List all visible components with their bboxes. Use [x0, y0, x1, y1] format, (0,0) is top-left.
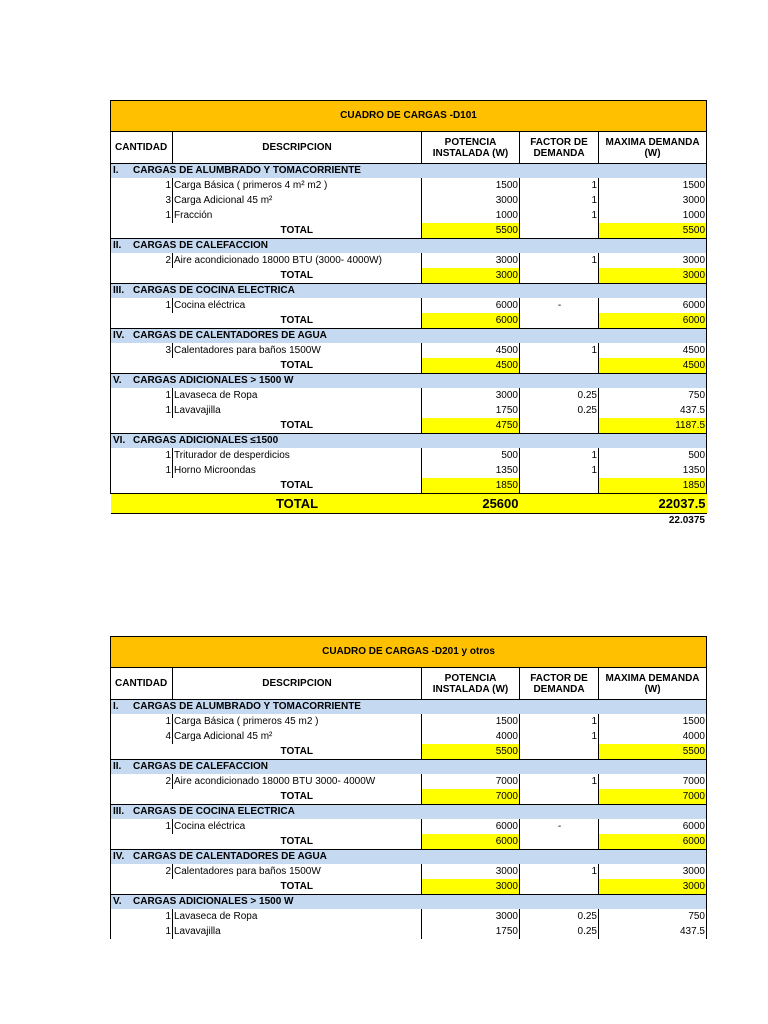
subtotal-potencia: 7000	[422, 789, 520, 805]
cell-maxima: 3000	[599, 193, 707, 208]
cell-potencia: 1350	[422, 463, 520, 478]
cell-cantidad: 1	[111, 298, 173, 313]
subtotal-maxima: 1850	[599, 478, 707, 494]
section-spacer	[599, 805, 707, 820]
cell-cantidad: 1	[111, 819, 173, 834]
section-row	[111, 374, 707, 389]
table-title: CUADRO DE CARGAS -D201 y otros	[111, 637, 707, 668]
cell-maxima: 3000	[599, 253, 707, 268]
table-row	[111, 388, 707, 403]
section-row	[111, 700, 707, 715]
cell-cantidad: 2	[111, 774, 173, 789]
cell-descripcion: Carga Adicional 45 m²	[173, 729, 422, 744]
header-potencia: POTENCIA INSTALADA (W)	[422, 132, 520, 164]
section-spacer	[599, 374, 707, 389]
subtotal-label: TOTAL	[173, 223, 422, 239]
section-label	[111, 895, 520, 910]
subtotal-spacer	[111, 313, 173, 329]
section-row	[111, 239, 707, 254]
cell-cantidad: 3	[111, 193, 173, 208]
cell-factor: 1	[520, 208, 599, 223]
section-title: CARGAS ADICIONALES ≤1500	[133, 435, 279, 446]
table-row	[111, 729, 707, 744]
subtotal-factor	[520, 879, 599, 895]
load-table-d201	[110, 636, 706, 939]
subtotal-label: TOTAL	[173, 418, 422, 434]
subtotal-potencia: 6000	[422, 834, 520, 850]
subtotal-potencia: 4500	[422, 358, 520, 374]
cell-factor: 1	[520, 729, 599, 744]
cell-maxima: 7000	[599, 774, 707, 789]
cell-cantidad: 1	[111, 403, 173, 418]
subtotal-maxima: 6000	[599, 834, 707, 850]
cell-cantidad: 3	[111, 343, 173, 358]
cell-cantidad: 1	[111, 388, 173, 403]
cell-descripcion: Lavaseca de Ropa	[173, 388, 422, 403]
section-row	[111, 284, 707, 299]
cell-maxima: 500	[599, 448, 707, 463]
subtotal-row	[111, 268, 707, 284]
table-header-row	[111, 668, 707, 700]
cell-cantidad: 1	[111, 909, 173, 924]
subtotal-potencia: 6000	[422, 313, 520, 329]
subtotal-potencia: 5500	[422, 744, 520, 760]
section-number: II.	[113, 761, 122, 772]
section-row	[111, 164, 707, 179]
subtotal-row	[111, 744, 707, 760]
section-spacer	[520, 239, 599, 254]
cell-potencia: 3000	[422, 253, 520, 268]
section-spacer	[599, 239, 707, 254]
cell-descripcion: Cocina eléctrica	[173, 819, 422, 834]
cell-cantidad: 2	[111, 864, 173, 879]
section-label	[111, 164, 520, 179]
cell-potencia: 1500	[422, 714, 520, 729]
section-spacer	[520, 434, 599, 449]
load-table-d101	[110, 100, 706, 526]
cell-descripcion: Lavaseca de Ropa	[173, 909, 422, 924]
table-row	[111, 714, 707, 729]
subtotal-maxima: 3000	[599, 268, 707, 284]
section-row	[111, 329, 707, 344]
cell-descripcion: Carga Adicional 45 m²	[173, 193, 422, 208]
section-number: V.	[113, 896, 122, 907]
section-title: CARGAS DE ALUMBRADO Y TOMACORRIENTE	[133, 701, 361, 712]
cell-descripcion: Calentadores para baños 1500W	[173, 864, 422, 879]
cell-maxima: 1500	[599, 714, 707, 729]
cell-potencia: 3000	[422, 864, 520, 879]
subtotal-potencia: 4750	[422, 418, 520, 434]
header-cantidad: CANTIDAD	[111, 668, 173, 700]
subtotal-factor	[520, 789, 599, 805]
cell-cantidad: 1	[111, 178, 173, 193]
cell-maxima: 437.5	[599, 924, 707, 939]
section-title: CARGAS DE CALEFACCION	[133, 761, 269, 772]
section-title: CARGAS DE CALEFACCION	[133, 240, 269, 251]
section-spacer	[599, 284, 707, 299]
table-row	[111, 774, 707, 789]
section-label	[111, 700, 520, 715]
cell-cantidad: 2	[111, 253, 173, 268]
subtotal-potencia: 1850	[422, 478, 520, 494]
section-label	[111, 239, 520, 254]
section-title: CARGAS DE COCINA ELECTRICA	[133, 806, 295, 817]
cell-factor: 0.25	[520, 388, 599, 403]
header-potencia: POTENCIA INSTALADA (W)	[422, 668, 520, 700]
section-label	[111, 850, 520, 865]
cell-cantidad: 1	[111, 448, 173, 463]
section-spacer	[599, 700, 707, 715]
cell-maxima: 750	[599, 909, 707, 924]
cell-potencia: 3000	[422, 909, 520, 924]
cell-potencia: 3000	[422, 193, 520, 208]
subtotal-maxima: 5500	[599, 223, 707, 239]
section-spacer	[520, 284, 599, 299]
subtotal-factor	[520, 744, 599, 760]
cell-factor: 1	[520, 178, 599, 193]
cell-factor: 1	[520, 774, 599, 789]
subtotal-label: TOTAL	[173, 879, 422, 895]
section-number: III.	[113, 285, 125, 296]
subtotal-row	[111, 478, 707, 494]
subtotal-maxima: 5500	[599, 744, 707, 760]
cell-cantidad: 4	[111, 729, 173, 744]
cell-factor: -	[520, 819, 599, 834]
table-header-row	[111, 132, 707, 164]
cell-potencia: 6000	[422, 298, 520, 313]
section-spacer	[520, 329, 599, 344]
cell-potencia: 1500	[422, 178, 520, 193]
section-row	[111, 850, 707, 865]
cell-cantidad: 1	[111, 714, 173, 729]
section-title: CARGAS ADICIONALES > 1500 W	[133, 375, 294, 386]
section-label	[111, 760, 520, 775]
table-row	[111, 448, 707, 463]
section-number: I.	[113, 165, 119, 176]
table-row	[111, 924, 707, 939]
section-label	[111, 329, 520, 344]
cell-factor: 1	[520, 463, 599, 478]
section-spacer	[599, 850, 707, 865]
section-label	[111, 805, 520, 820]
grand-total-row	[111, 494, 707, 514]
cell-descripcion: Fracción	[173, 208, 422, 223]
section-spacer	[599, 434, 707, 449]
header-cantidad: CANTIDAD	[111, 132, 173, 164]
cell-factor: 1	[520, 864, 599, 879]
cell-factor: 0.25	[520, 924, 599, 939]
section-label	[111, 374, 520, 389]
section-spacer	[599, 760, 707, 775]
cell-descripcion: Triturador de desperdicios	[173, 448, 422, 463]
section-spacer	[520, 850, 599, 865]
section-number: IV.	[113, 851, 125, 862]
cell-cantidad: 1	[111, 463, 173, 478]
cell-descripcion: Cocina eléctrica	[173, 298, 422, 313]
table-row	[111, 909, 707, 924]
cell-maxima: 1000	[599, 208, 707, 223]
section-title: CARGAS DE ALUMBRADO Y TOMACORRIENTE	[133, 165, 361, 176]
cell-maxima: 1500	[599, 178, 707, 193]
cell-factor: 1	[520, 714, 599, 729]
section-spacer	[520, 895, 599, 910]
subtotal-spacer	[111, 744, 173, 760]
table-row	[111, 343, 707, 358]
load-table-1	[110, 100, 707, 514]
subtotal-row	[111, 418, 707, 434]
cell-factor: 1	[520, 448, 599, 463]
header-maxima: MAXIMA DEMANDA (W)	[599, 132, 707, 164]
cell-potencia: 6000	[422, 819, 520, 834]
subtotal-factor	[520, 478, 599, 494]
section-number: III.	[113, 806, 125, 817]
cell-factor: 0.25	[520, 403, 599, 418]
table-row	[111, 193, 707, 208]
cell-potencia: 1750	[422, 403, 520, 418]
table-row	[111, 864, 707, 879]
header-factor: FACTOR DE DEMANDA	[520, 132, 599, 164]
cell-factor: 1	[520, 193, 599, 208]
subtotal-label: TOTAL	[173, 358, 422, 374]
subtotal-spacer	[111, 358, 173, 374]
subtotal-factor	[520, 358, 599, 374]
section-number: II.	[113, 240, 122, 251]
table-title-row	[111, 637, 707, 668]
subtotal-factor	[520, 268, 599, 284]
header-maxima: MAXIMA DEMANDA (W)	[599, 668, 707, 700]
subtotal-row	[111, 834, 707, 850]
cell-potencia: 1750	[422, 924, 520, 939]
cell-descripcion: Lavavajilla	[173, 403, 422, 418]
section-spacer	[520, 805, 599, 820]
subtotal-potencia: 5500	[422, 223, 520, 239]
subtotal-label: TOTAL	[173, 478, 422, 494]
cell-maxima: 1350	[599, 463, 707, 478]
section-number: IV.	[113, 330, 125, 341]
cell-cantidad: 1	[111, 924, 173, 939]
cell-descripcion: Lavavajilla	[173, 924, 422, 939]
cell-descripcion: Horno Microondas	[173, 463, 422, 478]
cell-descripcion: Carga Básica ( primeros 4 m² m2 )	[173, 178, 422, 193]
subtotal-label: TOTAL	[173, 313, 422, 329]
section-spacer	[520, 700, 599, 715]
grand-total-maxima: 22037.5	[599, 494, 707, 514]
cell-maxima: 6000	[599, 298, 707, 313]
grand-total-factor	[520, 494, 599, 514]
subtotal-spacer	[111, 789, 173, 805]
cell-factor: 0.25	[520, 909, 599, 924]
subtotal-factor	[520, 223, 599, 239]
subtotal-row	[111, 789, 707, 805]
cell-descripcion: Calentadores para baños 1500W	[173, 343, 422, 358]
section-title: CARGAS DE CALENTADORES DE AGUA	[133, 851, 327, 862]
grand-total-spacer	[111, 494, 173, 514]
section-title: CARGAS DE COCINA ELECTRICA	[133, 285, 295, 296]
cell-maxima: 4500	[599, 343, 707, 358]
cell-potencia: 4500	[422, 343, 520, 358]
cell-factor: 1	[520, 253, 599, 268]
cell-factor: 1	[520, 343, 599, 358]
cell-descripcion: Carga Básica ( primeros 45 m2 )	[173, 714, 422, 729]
section-spacer	[520, 760, 599, 775]
cell-potencia: 7000	[422, 774, 520, 789]
table-row	[111, 298, 707, 313]
table-row	[111, 253, 707, 268]
table-row	[111, 403, 707, 418]
cell-potencia: 1000	[422, 208, 520, 223]
subtotal-factor	[520, 313, 599, 329]
subtotal-label: TOTAL	[173, 268, 422, 284]
cell-maxima: 750	[599, 388, 707, 403]
table-row	[111, 463, 707, 478]
note-value: 22.0375	[668, 515, 705, 526]
table-row	[111, 819, 707, 834]
section-row	[111, 434, 707, 449]
grand-total-label: TOTAL	[173, 494, 422, 514]
table-row	[111, 178, 707, 193]
subtotal-row	[111, 223, 707, 239]
section-number: V.	[113, 375, 122, 386]
subtotal-factor	[520, 834, 599, 850]
subtotal-spacer	[111, 834, 173, 850]
table-title-row	[111, 101, 707, 132]
subtotal-maxima: 7000	[599, 789, 707, 805]
section-label	[111, 434, 520, 449]
subtotal-maxima: 3000	[599, 879, 707, 895]
cell-maxima: 3000	[599, 864, 707, 879]
section-label	[111, 284, 520, 299]
section-spacer	[599, 164, 707, 179]
section-row	[111, 805, 707, 820]
header-descripcion: DESCRIPCION	[173, 668, 422, 700]
table-row	[111, 208, 707, 223]
subtotal-maxima: 4500	[599, 358, 707, 374]
header-descripcion: DESCRIPCION	[173, 132, 422, 164]
subtotal-spacer	[111, 879, 173, 895]
cell-factor: -	[520, 298, 599, 313]
subtotal-row	[111, 313, 707, 329]
cell-descripcion: Aire acondicionado 18000 BTU (3000- 4000W)	[173, 253, 422, 268]
cell-maxima: 6000	[599, 819, 707, 834]
subtotal-maxima: 6000	[599, 313, 707, 329]
header-factor: FACTOR DE DEMANDA	[520, 668, 599, 700]
section-spacer	[599, 895, 707, 910]
subtotal-spacer	[111, 418, 173, 434]
section-spacer	[520, 164, 599, 179]
subtotal-label: TOTAL	[173, 789, 422, 805]
table-title: CUADRO DE CARGAS -D101	[111, 101, 707, 132]
section-title: CARGAS ADICIONALES > 1500 W	[133, 896, 294, 907]
subtotal-factor	[520, 418, 599, 434]
subtotal-label: TOTAL	[173, 834, 422, 850]
load-table-2	[110, 636, 707, 939]
cell-potencia: 500	[422, 448, 520, 463]
subtotal-maxima: 1187.5	[599, 418, 707, 434]
section-title: CARGAS DE CALENTADORES DE AGUA	[133, 330, 327, 341]
subtotal-row	[111, 879, 707, 895]
section-row	[111, 760, 707, 775]
cell-maxima: 4000	[599, 729, 707, 744]
section-spacer	[520, 374, 599, 389]
cell-descripcion: Aire acondicionado 18000 BTU 3000- 4000W	[173, 774, 422, 789]
subtotal-row	[111, 358, 707, 374]
section-spacer	[599, 329, 707, 344]
section-row	[111, 895, 707, 910]
section-number: VI.	[113, 435, 126, 446]
grand-total-potencia: 25600	[422, 494, 520, 514]
subtotal-potencia: 3000	[422, 879, 520, 895]
subtotal-spacer	[111, 268, 173, 284]
cell-potencia: 3000	[422, 388, 520, 403]
subtotal-spacer	[111, 223, 173, 239]
cell-maxima: 437.5	[599, 403, 707, 418]
subtotal-spacer	[111, 478, 173, 494]
subtotal-potencia: 3000	[422, 268, 520, 284]
cell-cantidad: 1	[111, 208, 173, 223]
subtotal-label: TOTAL	[173, 744, 422, 760]
section-number: I.	[113, 701, 119, 712]
cell-potencia: 4000	[422, 729, 520, 744]
